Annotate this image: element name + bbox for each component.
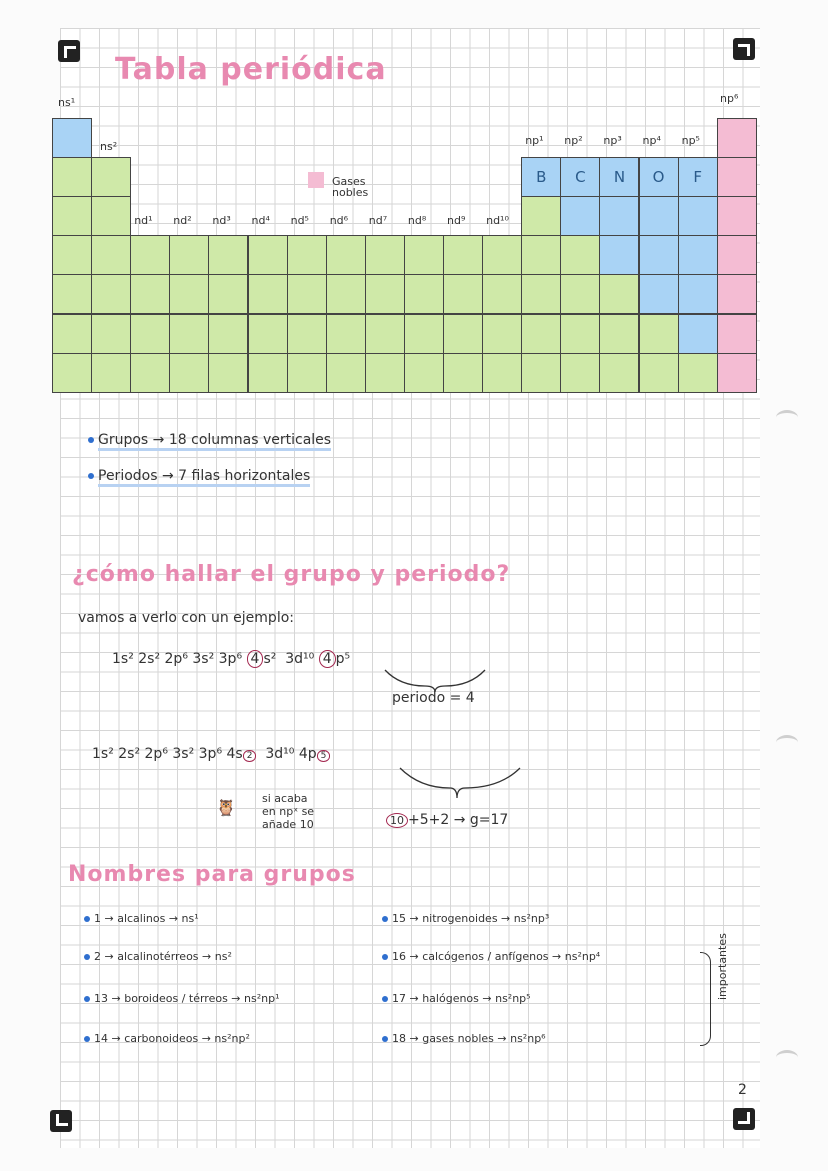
intro-text: vamos a verlo con un ejemplo: (78, 610, 294, 626)
periodo-result: periodo = 4 (392, 690, 475, 706)
p-block-label: np⁵ (681, 134, 700, 147)
table-cell (599, 314, 639, 354)
element-cell: N (599, 157, 639, 197)
bullet-icon (88, 437, 94, 443)
table-cell (52, 157, 92, 197)
table-cell (91, 314, 131, 354)
p-block-label: np⁴ (642, 134, 661, 147)
table-cell (482, 235, 522, 275)
bullet-icon (382, 916, 388, 922)
d-block-label: nd¹ (134, 214, 153, 227)
table-cell (678, 353, 718, 393)
group-calc: 10 +5+2 → g=17 (386, 812, 508, 828)
d-block-label: nd⁹ (447, 214, 466, 227)
group-item: 2 → alcalinotérreos → ns² (84, 950, 232, 963)
table-cell (717, 157, 757, 197)
table-cell (404, 274, 444, 314)
group-item: 14 → carbonoideos → ns²np² (84, 1032, 250, 1045)
table-cell (404, 353, 444, 393)
table-cell (91, 353, 131, 393)
table-cell (678, 196, 718, 236)
table-cell (248, 235, 288, 275)
table-cell (404, 235, 444, 275)
element-cell: O (639, 157, 679, 197)
table-cell (560, 314, 600, 354)
d-block-label: nd⁵ (290, 214, 309, 227)
importantes-brace (700, 952, 711, 1046)
d-block-label: nd² (173, 214, 192, 227)
table-cell (443, 274, 483, 314)
table-cell (599, 196, 639, 236)
d-block-label: nd⁶ (329, 214, 349, 227)
table-cell (91, 196, 131, 236)
table-cell (599, 353, 639, 393)
binder-hole-icon (776, 410, 798, 425)
table-cell (208, 353, 248, 393)
note-text: si acaba en npˣ se añade 10 (262, 792, 315, 831)
table-cell (130, 274, 170, 314)
p-block-label: np³ (603, 134, 622, 147)
table-cell (208, 274, 248, 314)
d-block-label: nd¹⁰ (486, 214, 509, 227)
table-cell (717, 196, 757, 236)
table-cell (287, 314, 327, 354)
table-cell (521, 196, 561, 236)
table-cell (443, 353, 483, 393)
page-number: 2 (738, 1082, 747, 1098)
table-cell (287, 235, 327, 275)
table-cell (130, 235, 170, 275)
bullet-icon (84, 916, 90, 922)
table-cell (639, 314, 679, 354)
d-block-label: nd³ (212, 214, 231, 227)
table-cell (248, 314, 288, 354)
table-cell (169, 314, 209, 354)
table-cell (560, 353, 600, 393)
importantes-label: importantes (716, 933, 729, 1000)
d-block-label: nd⁷ (368, 214, 388, 227)
table-cell (52, 118, 92, 158)
table-cell (169, 274, 209, 314)
d-block-label: nd⁸ (407, 214, 427, 227)
periodic-table (52, 110, 756, 392)
bullet-icon (382, 996, 388, 1002)
table-cell (443, 314, 483, 354)
table-cell (326, 314, 366, 354)
table-cell (52, 274, 92, 314)
group-item: 17 → halógenos → ns²np⁵ (382, 992, 531, 1005)
table-cell (365, 235, 405, 275)
corner-marker-icon (58, 40, 80, 62)
binder-hole-icon (776, 1050, 798, 1065)
table-cell (560, 274, 600, 314)
bullet-icon (88, 473, 94, 479)
element-cell: B (521, 157, 561, 197)
table-cell (52, 353, 92, 393)
table-cell (717, 274, 757, 314)
table-cell (365, 314, 405, 354)
table-cell (521, 353, 561, 393)
config-example-1: 1s² 2s² 2p⁶ 3s² 3p⁶ 4 s² 3d¹⁰ 4 p⁵ (112, 651, 351, 667)
binder-hole-icon (776, 735, 798, 750)
table-cell (560, 196, 600, 236)
table-cell (169, 353, 209, 393)
table-cell (208, 314, 248, 354)
bullet-icon (382, 954, 388, 960)
table-cell (482, 353, 522, 393)
brace-arrow-icon (395, 766, 525, 800)
corner-marker-icon (733, 38, 755, 60)
table-cell (404, 314, 444, 354)
bullet-icon (84, 954, 90, 960)
group-item: 15 → nitrogenoides → ns²np³ (382, 912, 549, 925)
table-cell (443, 235, 483, 275)
table-cell (365, 274, 405, 314)
table-cell (208, 235, 248, 275)
corner-marker-icon (50, 1110, 72, 1132)
table-cell (326, 274, 366, 314)
table-cell (52, 235, 92, 275)
corner-marker-icon (733, 1108, 755, 1130)
table-cell (639, 274, 679, 314)
group-item: 16 → calcógenos / anfígenos → ns²np⁴ (382, 950, 600, 963)
table-cell (482, 314, 522, 354)
element-cell: F (678, 157, 718, 197)
bullet-icon (84, 1036, 90, 1042)
label-ns2: ns² (100, 140, 118, 153)
section-heading: ¿cómo hallar el grupo y periodo? (72, 562, 511, 587)
table-cell (130, 314, 170, 354)
group-item: 13 → boroideos / térreos → ns²np¹ (84, 992, 280, 1005)
table-cell (717, 353, 757, 393)
table-cell (365, 353, 405, 393)
table-cell (91, 235, 131, 275)
table-cell (169, 235, 209, 275)
table-cell (52, 196, 92, 236)
table-cell (91, 274, 131, 314)
table-cell (717, 314, 757, 354)
table-cell (52, 314, 92, 354)
bullet-icon (84, 996, 90, 1002)
table-cell (639, 235, 679, 275)
bullet-grupos: Grupos → 18 columnas verticales (88, 432, 331, 448)
table-cell (521, 235, 561, 275)
config-example-2: 1s² 2s² 2p⁶ 3s² 3p⁶ 4s 2 3d¹⁰ 4p 5 (92, 746, 330, 762)
table-cell (639, 353, 679, 393)
table-cell (599, 235, 639, 275)
table-cell (717, 235, 757, 275)
table-cell (326, 235, 366, 275)
table-cell (639, 196, 679, 236)
group-item: 18 → gases nobles → ns²np⁶ (382, 1032, 546, 1045)
table-cell (130, 353, 170, 393)
table-cell (326, 353, 366, 393)
table-cell (678, 274, 718, 314)
group-item: 1 → alcalinos → ns¹ (84, 912, 199, 925)
label-np6: np⁶ (720, 92, 739, 105)
table-cell (91, 157, 131, 197)
owl-doodle-icon: 🦉 (216, 798, 236, 817)
section-heading-groups: Nombres para grupos (68, 862, 356, 887)
table-cell (287, 274, 327, 314)
page-title: Tabla periódica (115, 52, 387, 87)
table-cell (678, 235, 718, 275)
legend-label: Gases nobles (332, 175, 369, 199)
table-cell (521, 274, 561, 314)
p-block-label: np¹ (525, 134, 544, 147)
table-cell (560, 235, 600, 275)
p-block-label: np² (564, 134, 583, 147)
legend-swatch (308, 172, 324, 188)
label-ns1: ns¹ (58, 96, 76, 109)
d-block-label: nd⁴ (251, 214, 270, 227)
bullet-icon (382, 1036, 388, 1042)
table-cell (248, 274, 288, 314)
element-cell: C (560, 157, 600, 197)
table-cell (599, 274, 639, 314)
table-cell (678, 314, 718, 354)
bullet-periodos: Periodos → 7 filas horizontales (88, 468, 310, 484)
table-cell (521, 314, 561, 354)
table-cell (248, 353, 288, 393)
table-cell (287, 353, 327, 393)
table-cell (717, 118, 757, 158)
table-cell (482, 274, 522, 314)
